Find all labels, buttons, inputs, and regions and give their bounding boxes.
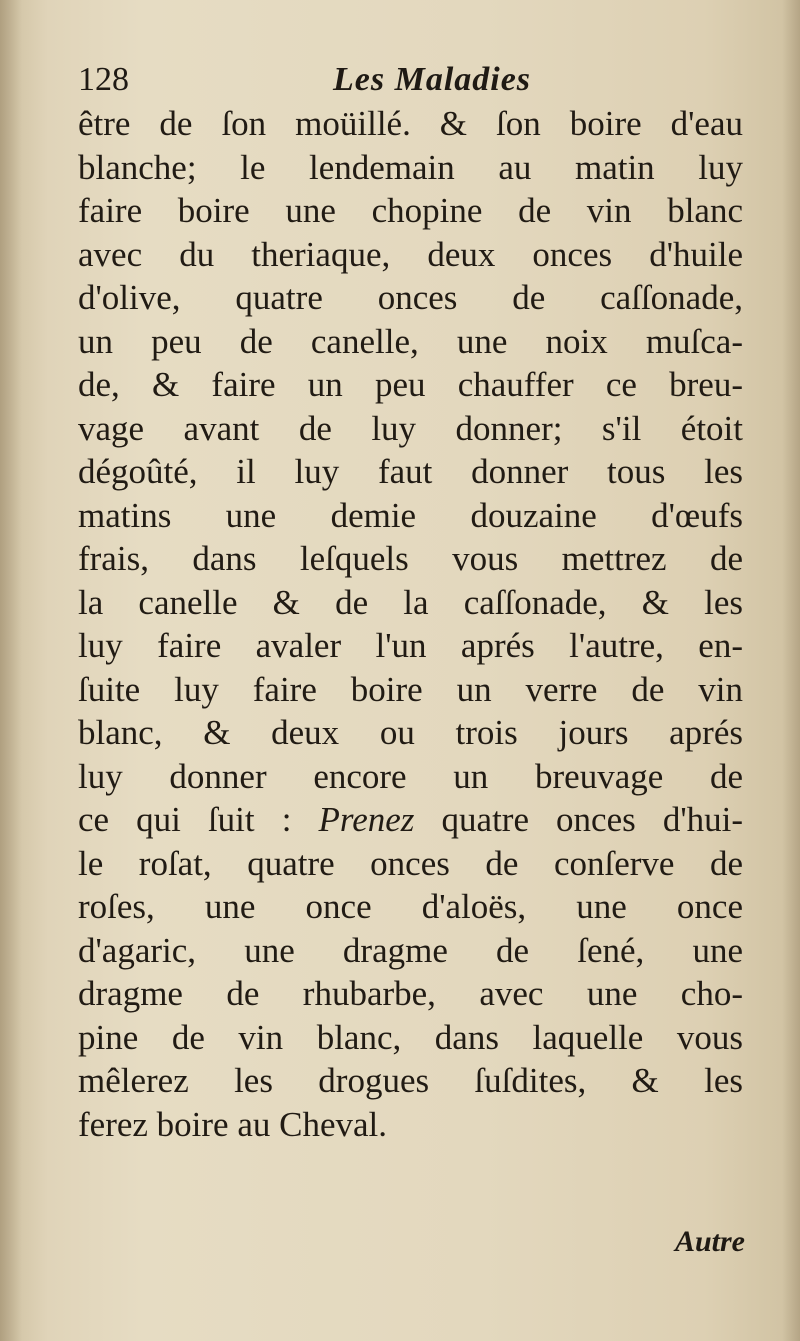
text-line: dragme de rhubarbe, avec une cho- — [78, 974, 743, 1013]
line-tail: quatre onces d'hui- — [441, 800, 743, 839]
gutter-shadow — [0, 0, 22, 1341]
edge-shadow — [782, 0, 800, 1341]
text-line: la canelle & de la caſſonade, & les — [78, 582, 743, 622]
text-line: d'olive, quatre onces de caſſonade, — [78, 278, 743, 317]
italic-word: Prenez — [318, 800, 415, 839]
catchword: Autre — [674, 1225, 745, 1258]
body-text — [78, 102, 743, 1146]
line-head: ce qui ſuit : — [78, 800, 292, 839]
text-line: d'agaric, une dragme de ſené, une — [78, 930, 743, 970]
text-line: avec du theriaque, deux onces d'huile — [78, 234, 743, 274]
text-line: roſes, une once d'aloës, une once — [78, 887, 743, 926]
text-line: matins une demie douzaine d'œufs — [78, 495, 743, 535]
running-head: Les Maladies — [333, 61, 532, 98]
page-header — [78, 58, 758, 102]
text-line: luy donner encore un breuvage de — [78, 756, 743, 796]
text-line: ſuite luy faire boire un verre de vin — [78, 669, 743, 709]
text-line: mêlerez les drogues ſuſdites, & les — [78, 1061, 743, 1100]
text-line: blanche; le lendemain au matin luy — [78, 147, 743, 187]
text-line: vage avant de luy donner; s'il étoit — [78, 408, 743, 448]
page-number: 128 — [78, 61, 129, 98]
text-line: blanc, & deux ou trois jours aprés — [78, 713, 743, 752]
text-line: faire boire une chopine de vin blanc — [78, 191, 743, 230]
text-line: ferez boire au Cheval. — [78, 1104, 388, 1144]
text-line: de, & faire un peu chauffer ce breu- — [78, 365, 743, 404]
text-line-with-italic — [78, 798, 743, 842]
text-line: pine de vin blanc, dans laquelle vous — [78, 1017, 743, 1057]
text-line: luy faire avaler l'un aprés l'autre, en- — [78, 626, 743, 665]
text-line: être de ſon moüillé. & ſon boire d'eau — [78, 104, 743, 143]
text-line: frais, dans leſquels vous mettrez de — [78, 539, 743, 578]
text-line: dégoûté, il luy faut donner tous les — [78, 452, 743, 491]
text-line: un peu de canelle, une noix muſca- — [78, 321, 743, 361]
text-line: le roſat, quatre onces de conſerve de — [78, 843, 743, 883]
